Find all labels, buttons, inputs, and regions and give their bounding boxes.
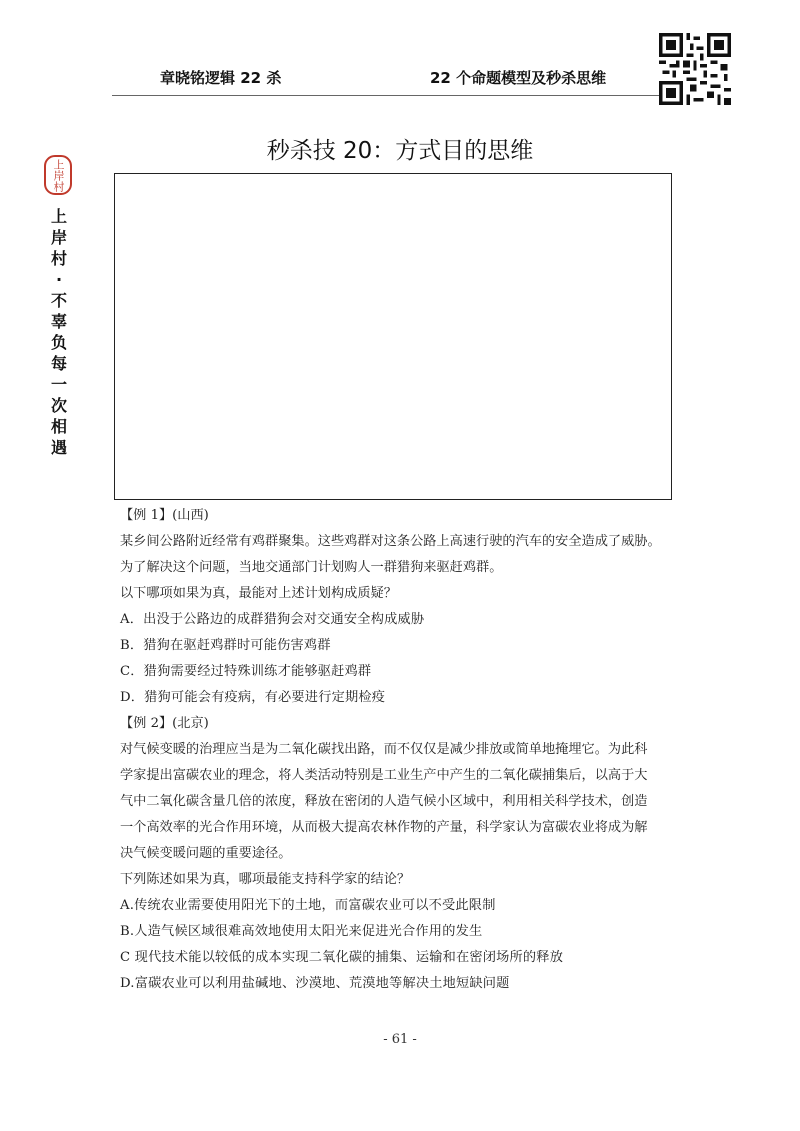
example-2-stem-line: 对气候变暖的治理应当是为二氧化碳找出路，而不仅仅是减少排放或简单地掩埋它。为此科 [120, 742, 648, 757]
example-1-option-b: B．猎狗在驱赶鸡群时可能伤害鸡群 [120, 638, 331, 653]
motto-char: 村 [50, 249, 67, 268]
motto-char: 次 [50, 396, 67, 415]
header-divider [112, 95, 712, 96]
example-2-stem-line: 气中二氧化碳含量几倍的浓度，释放在密闭的人造气候小区域中，利用相关科学技术，创造 [120, 794, 648, 809]
example-1-option-a: A．出没于公路边的成群猎狗会对交通安全构成威胁 [120, 612, 425, 627]
motto-char: · [55, 270, 63, 289]
example-2-stem-line: 学家提出富碳农业的理念，将人类活动特别是工业生产中产生的二氧化碳捕集后，以高于大 [120, 768, 648, 783]
example-1-question: 以下哪项如果为真，最能对上述计划构成质疑？ [120, 586, 397, 601]
qr-code-icon [659, 33, 731, 105]
page-title: 秒杀技 20：方式目的思维 [266, 138, 534, 164]
motto-char: 辜 [50, 312, 67, 331]
header-chapter-title: 22 个命题模型及秒杀思维 [430, 69, 607, 87]
vertical-motto [48, 206, 70, 458]
motto-char: 相 [50, 417, 67, 436]
example-2-stem-line: 决气候变暖问题的重要途径。 [120, 846, 292, 861]
image-placeholder-frame [114, 173, 672, 500]
example-1-label: 【例 1】(山西) [120, 508, 209, 523]
example-2-stem-line: 一个高效率的光合作用环境，从而极大提高农林作物的产量，科学家认为富碳农业将成为解 [120, 820, 648, 835]
motto-char: 每 [50, 354, 67, 373]
page-number: - 61 - [383, 1032, 417, 1047]
motto-char: 岸 [50, 228, 67, 247]
seal-text: 上岸村 [52, 158, 65, 192]
motto-char: 负 [50, 333, 67, 352]
motto-char: 不 [50, 291, 67, 310]
example-2-question: 下列陈述如果为真，哪项最能支持科学家的结论？ [120, 872, 411, 887]
example-2-option-a: A.传统农业需要使用阳光下的土地，而富碳农业可以不受此限制 [120, 898, 496, 913]
main-content [120, 503, 680, 997]
example-1-option-d: D．猎狗可能会有疫病，有必要进行定期检疫 [120, 690, 386, 705]
example-2-option-d: D.富碳农业可以利用盐碱地、沙漠地、荒漠地等解决土地短缺问题 [120, 976, 510, 991]
header-book-title: 章晓铭逻辑 22 杀 [160, 69, 282, 87]
example-2-option-b: B.人造气候区域很难高效地使用太阳光来促进光合作用的发生 [120, 924, 483, 939]
example-2-option-c: C 现代技术能以较低的成本实现二氧化碳的捕集、运输和在密闭场所的释放 [120, 950, 564, 965]
example-1-stem-line: 为了解决这个问题，当地交通部门计划购人一群猎狗来驱赶鸡群。 [120, 560, 503, 575]
motto-char: 遇 [50, 438, 67, 457]
example-1-stem-line: 某乡间公路附近经常有鸡群聚集。这些鸡群对这条公路上高速行驶的汽车的安全造成了威胁。 [120, 534, 661, 549]
example-2-label: 【例 2】(北京) [120, 716, 209, 731]
motto-char: 一 [50, 375, 67, 394]
motto-char: 上 [50, 207, 67, 226]
example-1-option-c: C．猎狗需要经过特殊训练才能够驱赶鸡群 [120, 664, 372, 679]
